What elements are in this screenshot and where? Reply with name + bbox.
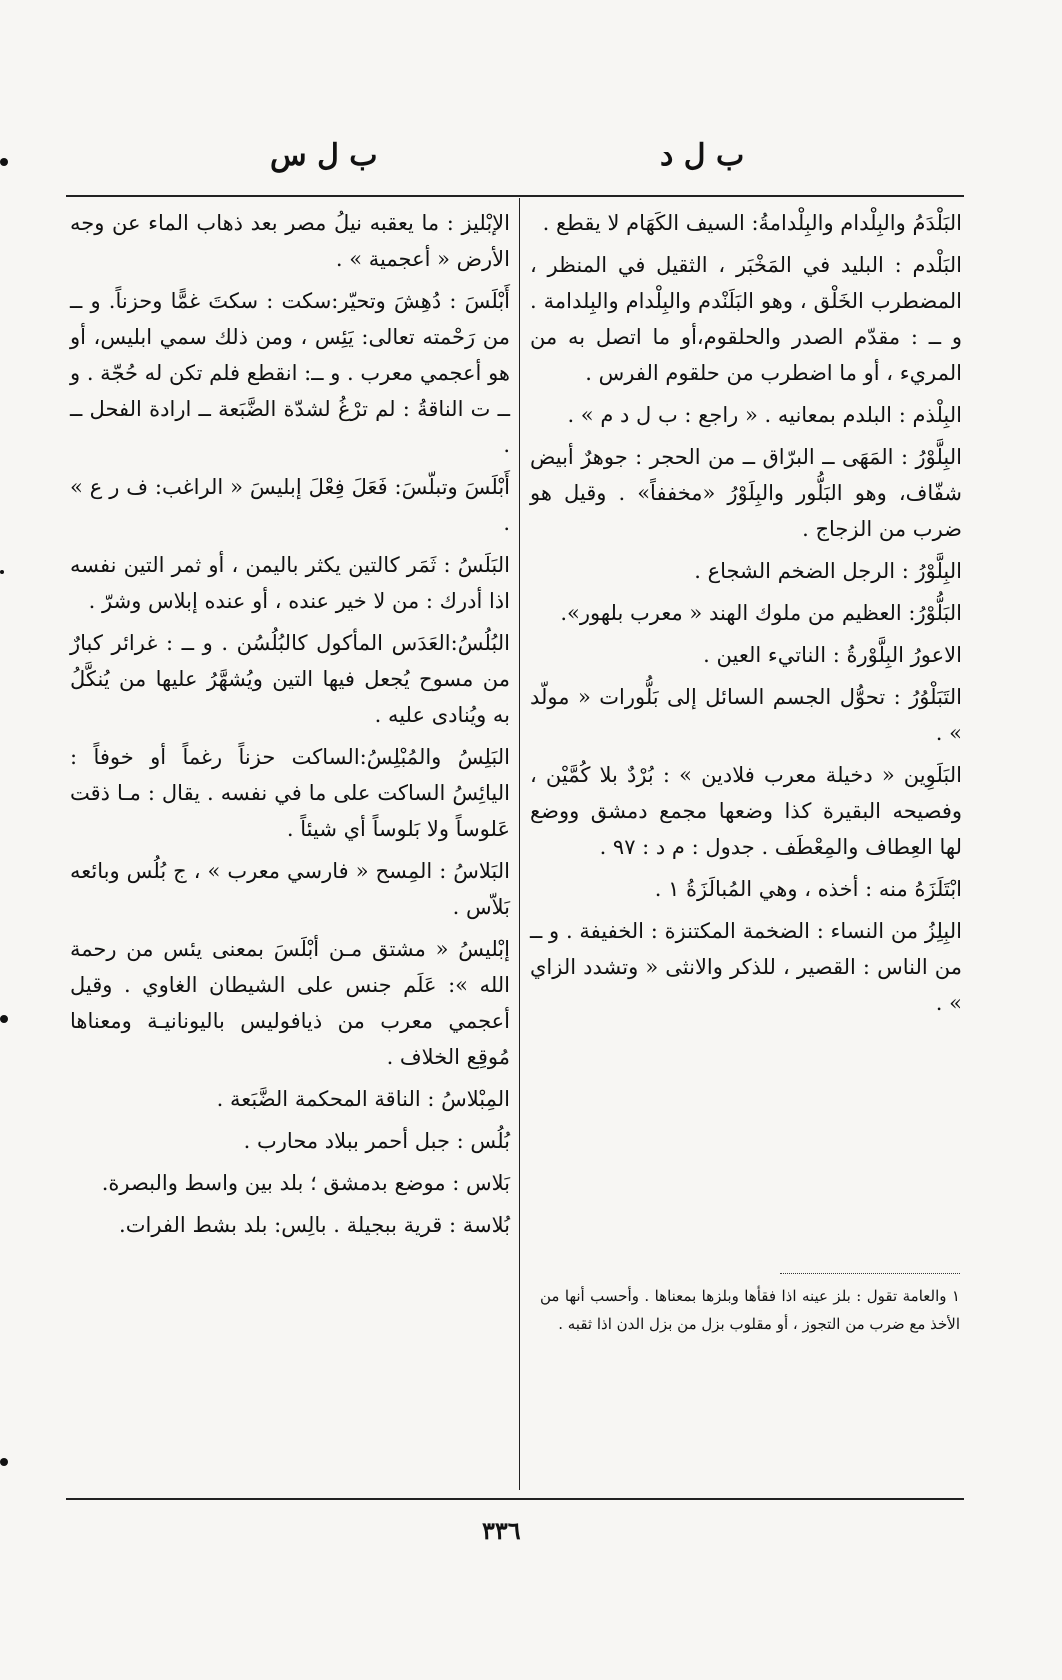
- footnote-rule: [780, 1273, 960, 1274]
- footer-rule: [66, 1498, 964, 1500]
- scan-edge-mark: [0, 1015, 8, 1023]
- right-column: [530, 205, 962, 1027]
- entry-right-4: البِلَّوْرُ : المَهَى ــ البرّاق ــ من الحجر : جوهرٌ أبيض شفّاف، وهو البَلُّور والبِلَوْرُ «مخففاً» . وقيل هو ضرب من الزجاج .: [530, 445, 962, 541]
- entry-left-12: بُلاسة : قرية ببجيلة . بالِس: بلد بشط الفرات.: [119, 1213, 510, 1237]
- left-column-heading: ب ل س: [270, 138, 378, 173]
- footnote-number: ١: [951, 1287, 960, 1305]
- entry-right-10: ابْتَلَزَهُ منه : أخذه ، وهي المُبالَزَةُ ١ .: [654, 877, 962, 901]
- footnote: [540, 1282, 960, 1338]
- header-rule: [66, 195, 964, 197]
- entry-right-2: البَلْدم : البليد في المَخْبَر ، الثقيل في المنظر ، المضطرب الخَلْق ، وهو البَلَنْدم والبِلْدام والبِلدامة . و ــ : مقدّم الصدر والحلقوم،أو ما اتصل به من المريء ، أو ما اضطرب من حلقوم الفرس .: [530, 253, 962, 385]
- entry-right-6: البَلُّوْرُ: العظيم من ملوك الهند « معرب بلهور».: [560, 601, 962, 625]
- entry-right-7: الاعورُ البِلَّوْرةُ : الناتيء العين .: [703, 643, 962, 667]
- entry-left-11: بَلاس : موضع بدمشق ؛ بلد بين واسط والبصرة.: [101, 1171, 510, 1195]
- page-number: ٣٣٦: [482, 1516, 521, 1545]
- entry-right-11: البِلِزُ من النساء : الضخمة المكتنزة : الخفيفة . و ــ من الناس : القصير ، للذكر والانثى « وتشدد الزاي » .: [530, 919, 962, 1015]
- entry-left-10: بُلُس : جبل أحمر ببلاد محارب .: [243, 1129, 510, 1153]
- entry-left-5: البُلُسُ:العَدَس المأكول كالبُلُسُن . و ــ : غرائر كبارٌ من مسوح يُجعل فيها التين ويُشهَّرُ عليها من يُنكَّلُ به ويُنادى عليه .: [70, 631, 510, 727]
- scan-edge-mark: [0, 570, 4, 574]
- scan-edge-mark: [0, 158, 8, 166]
- entry-left-4: البَلَسُ : ثَمَر كالتين يكثر باليمن ، أو ثمر التين نفسه اذا أدرك : من لا خير عنده ، أو عنده إبلاس وشرّ .: [70, 553, 510, 613]
- entry-left-7: البَلاسُ : المِسح « فارسي معرب » ، ج بُلُس وبائعه بَلاّس .: [70, 859, 510, 919]
- entry-right-9: البَلَوِين « دخيلة معرب فلادين » : بُرْدٌ بلا كُمَّيْن ، وفصيحه البقيرة كذا وضعها مجمع دمشق ووضع لها العِطاف والمِعْطَف . جدول : م د : ٩٧ .: [530, 763, 962, 859]
- left-column: [70, 205, 510, 1249]
- scan-edge-mark: [0, 1458, 8, 1466]
- entry-right-5: البِلَّوْرُ : الرجل الضخم الشجاع .: [694, 559, 962, 583]
- column-divider: [519, 198, 520, 1490]
- entry-right-8: التَبَلْوُرُ : تحوُّل الجسم السائل إلى بَلُّورات « مولّد » .: [530, 685, 962, 745]
- right-column-heading: ب ل د: [660, 138, 745, 173]
- entry-right-1: البَلْدَمُ والبِلْدام والبِلْدامةُ: السيف الكَهَام لا يقطع .: [542, 211, 962, 235]
- entry-left-9: المِبْلاسُ : الناقة المحكمة الضَّبَعة .: [216, 1087, 510, 1111]
- entry-left-8: إبْليسُ « مشتق مـن أبْلَسَ بمعنى يئس من رحمة الله »: عَلَم جنس على الشيطان الغاوي . وقيل أعجمي معرب من ذيافوليس باليونانيـة ومعناها مُوقِع الخلاف .: [70, 937, 510, 1069]
- entry-left-2: أَبْلَسَ : دُهِشَ وتحيّر:سكت : سكتَ غمًّا وحزناً. و ــ من رَحْمته تعالى: يَئِس ، ومن ذلك سمي ابليس، أو هو أعجمي معرب . و ــ: انقطع فلم تكن له حُجّة . و ــ ت الناقةُ : لم ترْغُ لشدّة الضَّبَعة ــ ارادة الفحل ــ .: [70, 289, 510, 457]
- entry-left-6: البَلِسُ والمُبْلِسُ:الساكت حزناً رغماً أو خوفاً : اليائِسُ الساكت على ما في نفسه . يقال : مـا ذقت عَلوساً ولا بَلوساً أي شيئاً .: [70, 745, 510, 841]
- entry-left-1: الإبْليز : ما يعقبه نيلُ مصر بعد ذهاب الماء عن وجه الأرض « أعجمية » .: [70, 211, 510, 271]
- entry-right-3: البِلْذم : البلدم بمعانيه . « راجع : ب ل د م » .: [567, 403, 962, 427]
- footnote-text: والعامة تقول : بلز عينه اذا فقأها وبلزها بمعناها . وأحسب أنها من الأخذ مع ضرب من التجوز ، أو مقلوب بزل من بزل الدن اذا ثقبه .: [540, 1287, 960, 1333]
- entry-left-3: أَبْلَسَ وتبلّسَ: فَعَلَ فِعْلَ إبليسَ « الراغب: ف ر ع » .: [70, 475, 510, 535]
